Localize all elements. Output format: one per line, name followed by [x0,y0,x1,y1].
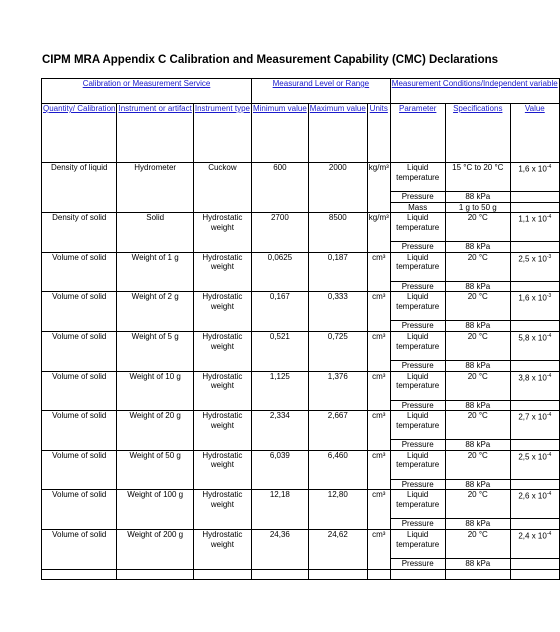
value-exponent: -4 [546,451,552,458]
page-title: CIPM MRA Appendix C Calibration and Measurement Capability (CMC) Declarations [42,54,499,66]
cell-specification[interactable]: 20 °C [445,252,510,281]
value-base: 2,5 x 10 [518,452,547,462]
cell-quantity[interactable]: Volume of solid [42,529,117,569]
cell-minimum[interactable]: 12,18 [251,490,308,530]
cell-maximum[interactable]: 8500 [308,213,367,253]
value-exponent: -4 [546,372,552,379]
cell-maximum[interactable]: 24,62 [308,529,367,569]
value-exponent: -4 [546,332,552,339]
cmc-table [41,78,560,580]
cell-value[interactable] [510,529,559,558]
cell-instrument-type[interactable]: Hydrostatic weight [193,490,251,530]
cell-units[interactable]: cm³ [367,292,390,332]
empty-cell[interactable] [445,569,510,579]
value-base: 2,6 x 10 [518,492,547,501]
table-row [42,331,560,360]
cell-minimum[interactable]: 0,521 [251,331,308,371]
cell-instrument[interactable]: Weight of 20 g [117,411,193,451]
cell-specification[interactable]: 20 °C [445,490,510,519]
cell-instrument-type[interactable]: Hydrostatic weight [193,292,251,332]
cell-pressure-empty[interactable] [510,519,559,530]
cell-quantity[interactable]: Volume of solid [42,371,117,411]
col-instrument[interactable]: Instrument or artifact [117,104,193,163]
cell-instrument-type[interactable]: Hydrostatic weight [193,450,251,490]
cell-mass-value[interactable]: 1 g to 50 g [445,202,510,213]
cell-pressure-value[interactable]: 88 kPa [445,281,510,292]
table-row [42,529,560,558]
cell-pressure-empty[interactable] [510,242,559,253]
cell-pressure-value[interactable]: 88 kPa [445,440,510,451]
cell-units[interactable]: kg/m³ [367,163,390,213]
header-column-row [42,104,560,163]
empty-cell[interactable] [193,569,251,579]
cell-pressure-label[interactable]: Pressure [390,360,445,371]
cell-pressure-label[interactable]: Pressure [390,440,445,451]
value-exponent: -3 [546,253,552,260]
cell-instrument-type[interactable]: Hydrostatic weight [193,252,251,292]
cell-maximum[interactable]: 0,725 [308,331,367,371]
cell-specification[interactable]: 20 °C [445,213,510,242]
cell-pressure-value[interactable]: 88 kPa [445,400,510,411]
value-base: 1,6 x 10 [518,164,547,174]
table-row [42,490,560,519]
cell-units[interactable]: cm³ [367,450,390,490]
cell-pressure-label[interactable]: Pressure [390,192,445,203]
cell-maximum[interactable]: 12,80 [308,490,367,530]
value-base: 1,1 x 10 [518,214,547,224]
cell-specification[interactable]: 20 °C [445,450,510,479]
cell-parameter[interactable]: Liquid temperature [390,292,445,321]
cell-instrument-type[interactable]: Hydrostatic weight [193,331,251,371]
cell-value[interactable] [510,292,559,321]
col-maximum[interactable]: Maximum value [308,104,367,163]
header-measurand-range[interactable]: Measurand Level or Range [251,79,390,104]
cell-pressure-empty[interactable] [510,192,559,203]
table-row [42,450,560,479]
table-row [42,213,560,242]
cell-value[interactable] [510,213,559,242]
cell-value[interactable] [510,450,559,479]
table-row [42,292,560,321]
value-exponent: -4 [546,164,552,170]
value-exponent: -4 [546,491,552,498]
cell-quantity[interactable]: Volume of solid [42,331,117,371]
cell-specification[interactable]: 20 °C [445,411,510,440]
table-row [42,163,560,192]
cell-minimum[interactable]: 2700 [251,213,308,253]
cell-pressure-label[interactable]: Pressure [390,558,445,569]
cell-instrument-type[interactable]: Hydrostatic weight [193,213,251,253]
cell-parameter[interactable]: Liquid temperature [390,163,445,192]
cell-parameter[interactable]: Liquid temperature [390,450,445,479]
cell-instrument-type[interactable]: Hydrostatic weight [193,371,251,411]
cell-parameter[interactable]: Liquid temperature [390,213,445,242]
cell-pressure-empty[interactable] [510,440,559,451]
cell-instrument-type[interactable]: Cuckow [193,163,251,213]
cell-instrument[interactable]: Weight of 2 g [117,292,193,332]
cell-quantity[interactable]: Density of solid [42,213,117,253]
cell-parameter[interactable]: Liquid temperature [390,252,445,281]
cell-instrument[interactable]: Weight of 1 g [117,252,193,292]
cell-pressure-empty[interactable] [510,558,559,569]
cell-pressure-value[interactable]: 88 kPa [445,360,510,371]
cell-quantity[interactable]: Volume of solid [42,450,117,490]
empty-cell[interactable] [42,569,117,579]
col-specifications[interactable]: Specifications [445,104,510,163]
empty-cell[interactable] [367,569,390,579]
value-base: 2,4 x 10 [518,531,547,541]
cell-maximum[interactable]: 6,460 [308,450,367,490]
value-base: 5,8 x 10 [518,333,547,343]
cell-maximum[interactable]: 2000 [308,163,367,213]
cell-pressure-label[interactable]: Pressure [390,479,445,490]
cell-value[interactable] [510,163,559,192]
cell-pressure-label[interactable]: Pressure [390,400,445,411]
col-instrument-type[interactable]: Instrument type [193,104,251,163]
cell-instrument[interactable]: Hydrometer [117,163,193,213]
cell-parameter[interactable]: Liquid temperature [390,529,445,558]
col-units[interactable]: Units [367,104,390,163]
value-base: 2,7 x 10 [518,412,547,422]
cell-pressure-value[interactable]: 88 kPa [445,242,510,253]
cell-pressure-value[interactable]: 88 kPa [445,558,510,569]
cell-units[interactable]: cm³ [367,331,390,371]
cell-parameter[interactable]: Liquid temperature [390,411,445,440]
cell-pressure-empty[interactable] [510,321,559,332]
cell-units[interactable]: cm³ [367,371,390,411]
empty-cell[interactable] [308,569,367,579]
cell-units[interactable]: cm³ [367,252,390,292]
cell-pressure-label[interactable]: Pressure [390,242,445,253]
cell-minimum[interactable]: 600 [251,163,308,213]
cell-parameter[interactable]: Liquid temperature [390,371,445,400]
cell-maximum[interactable]: 0,187 [308,252,367,292]
cell-instrument[interactable]: Weight of 10 g [117,371,193,411]
empty-cell[interactable] [117,569,193,579]
cell-units[interactable]: cm³ [367,490,390,530]
empty-cell[interactable] [510,569,559,579]
cell-specification[interactable]: 20 °C [445,331,510,360]
cell-mass-empty[interactable] [510,202,559,213]
value-base: 3,8 x 10 [518,373,547,383]
cell-pressure-value[interactable]: 88 kPa [445,479,510,490]
cell-units[interactable]: cm³ [367,411,390,451]
cell-quantity[interactable]: Volume of solid [42,411,117,451]
cell-quantity[interactable]: Volume of solid [42,490,117,530]
col-quantity[interactable]: Quantity/ Calibration [42,104,117,163]
cell-mass-label[interactable]: Mass [390,202,445,213]
table-row [42,411,560,440]
cell-maximum[interactable]: 2,667 [308,411,367,451]
cell-instrument[interactable]: Weight of 100 g [117,490,193,530]
cell-specification[interactable]: 20 °C [445,371,510,400]
cell-units[interactable]: cm³ [367,529,390,569]
cell-instrument[interactable]: Solid [117,213,193,253]
cell-quantity[interactable]: Volume of solid [42,292,117,332]
cell-instrument-type[interactable]: Hydrostatic weight [193,411,251,451]
cell-pressure-value[interactable]: 88 kPa [445,321,510,332]
cell-value[interactable] [510,331,559,360]
empty-cell[interactable] [251,569,308,579]
cell-minimum[interactable]: 24,36 [251,529,308,569]
table-row-empty [42,569,560,579]
cell-pressure-empty[interactable] [510,400,559,411]
table-row [42,371,560,400]
table-row [42,252,560,281]
cell-pressure-value[interactable]: 88 kPa [445,519,510,530]
col-value[interactable]: Value [510,104,559,163]
cell-instrument-type[interactable]: Hydrostatic weight [193,529,251,569]
cell-pressure-label[interactable]: Pressure [390,321,445,332]
empty-cell[interactable] [390,569,445,579]
cell-quantity[interactable]: Density of liquid [42,163,117,213]
value-exponent: -4 [546,412,552,419]
cell-value[interactable] [510,411,559,440]
cell-value[interactable] [510,490,559,519]
cell-pressure-label[interactable]: Pressure [390,281,445,292]
cell-maximum[interactable]: 0,333 [308,292,367,332]
cell-units[interactable]: kg/m³ [367,213,390,253]
cell-minimum[interactable]: 2,334 [251,411,308,451]
cell-minimum[interactable]: 0,167 [251,292,308,332]
cell-value[interactable] [510,371,559,400]
cell-parameter[interactable]: Liquid temperature [390,331,445,360]
col-parameter[interactable]: Parameter [390,104,445,163]
cell-pressure-empty[interactable] [510,360,559,371]
cell-pressure-empty[interactable] [510,281,559,292]
cell-parameter[interactable]: Liquid temperature [390,490,445,519]
value-base: 1,6 x 10 [518,294,547,304]
cell-specification[interactable]: 20 °C [445,529,510,558]
cell-value[interactable] [510,252,559,281]
col-minimum[interactable]: Minimum value [251,104,308,163]
header-group-row [42,79,560,104]
value-exponent: -4 [546,214,552,221]
cell-minimum[interactable]: 1,125 [251,371,308,411]
cell-pressure-value[interactable]: 88 kPa [445,192,510,203]
cell-minimum[interactable]: 0,0625 [251,252,308,292]
value-base: 2,5 x 10 [518,254,547,264]
cell-specification[interactable]: 20 °C [445,292,510,321]
value-exponent: -3 [546,293,552,300]
cell-specification[interactable]: 15 °C to 20 °C [445,163,510,192]
cell-quantity[interactable]: Volume of solid [42,252,117,292]
cell-pressure-empty[interactable] [510,479,559,490]
header-measurement-conditions[interactable]: Measurement Conditions/Independent variable [390,79,559,104]
value-exponent: -4 [546,530,552,537]
cell-pressure-label[interactable]: Pressure [390,519,445,530]
cell-minimum[interactable]: 6,039 [251,450,308,490]
cell-instrument[interactable]: Weight of 200 g [117,529,193,569]
header-calibration-service[interactable]: Calibration or Measurement Service [42,79,252,104]
cell-maximum[interactable]: 1,376 [308,371,367,411]
cell-instrument[interactable]: Weight of 50 g [117,450,193,490]
cell-instrument[interactable]: Weight of 5 g [117,331,193,371]
